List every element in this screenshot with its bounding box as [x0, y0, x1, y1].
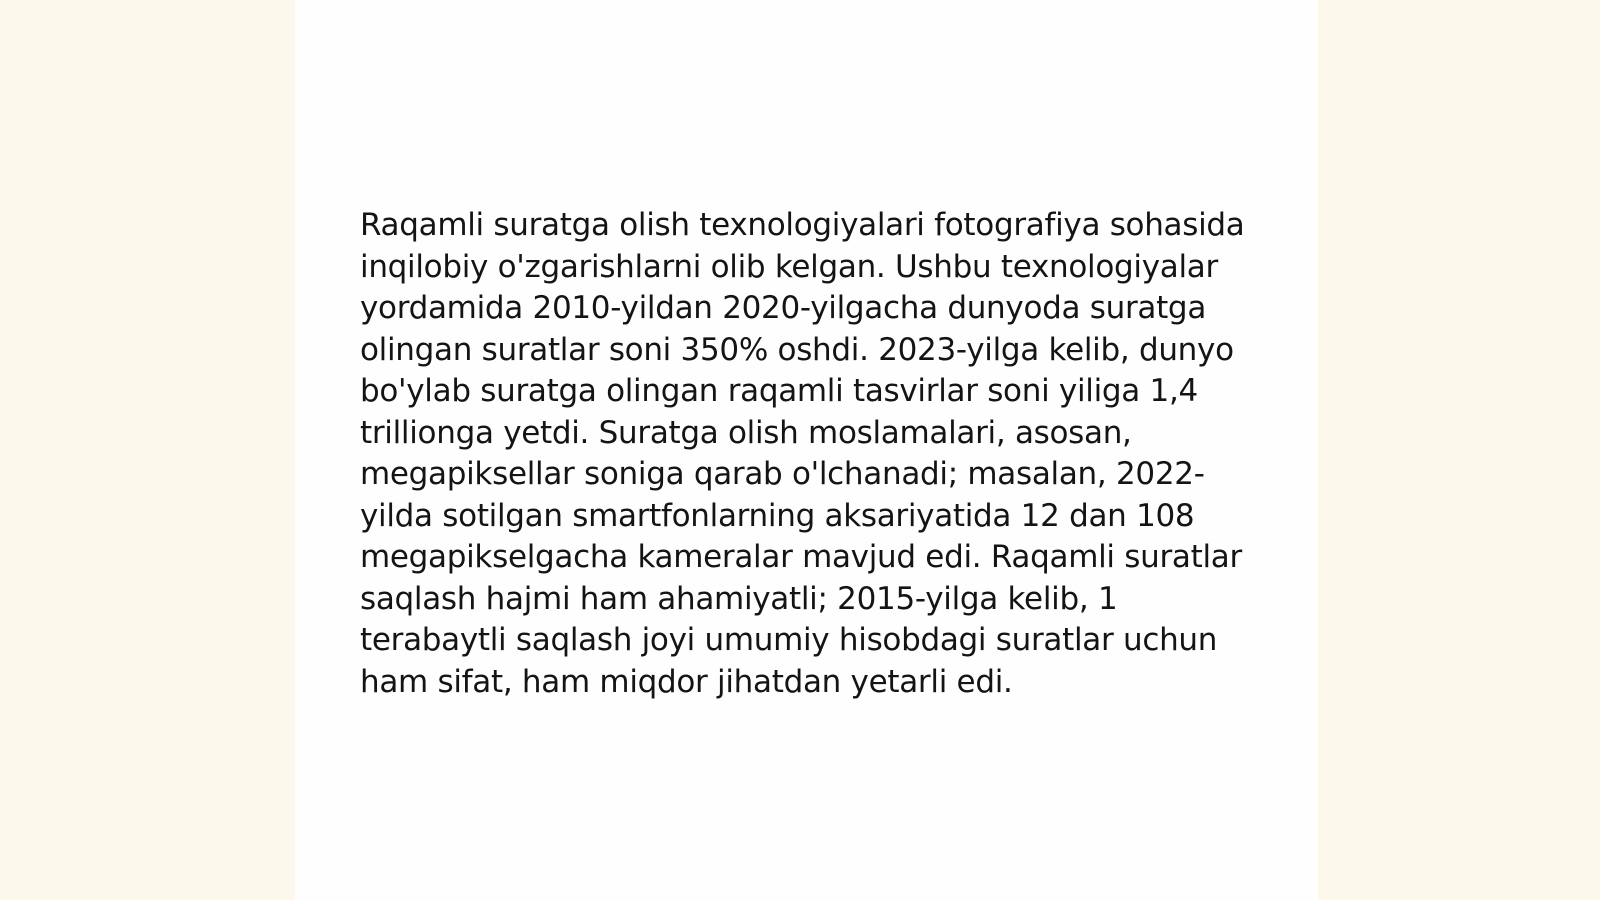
- document-page: [295, 0, 1318, 900]
- body-paragraph: Raqamli suratga olish texnologiyalari fotografiya sohasida inqilobiy o'zgarishlarni olib kelgan. Ushbu texnologiyalar yordamida 2010-yildan 2020-yilgacha dunyoda suratga olingan suratlar soni 350% oshdi. 2023-yilga kelib, dunyo bo'ylab suratga olingan raqamli tasvirlar soni yiliga 1,4 trillionga yetdi. Suratga olish moslamalari, asosan, megapiksellar soniga qarab o'lchanadi; masalan, 2022-yilda sotilgan smartfonlarning aksariyatida 12 dan 108 megapikselgacha kameralar mavjud edi. Raqamli suratlar saqlash hajmi ham ahamiyatli; 2015-yilga kelib, 1 terabaytli saqlash joyi umumiy hisobdagi suratlar uchun ham sifat, ham miqdor jihatdan yetarli edi.: [360, 207, 1245, 700]
